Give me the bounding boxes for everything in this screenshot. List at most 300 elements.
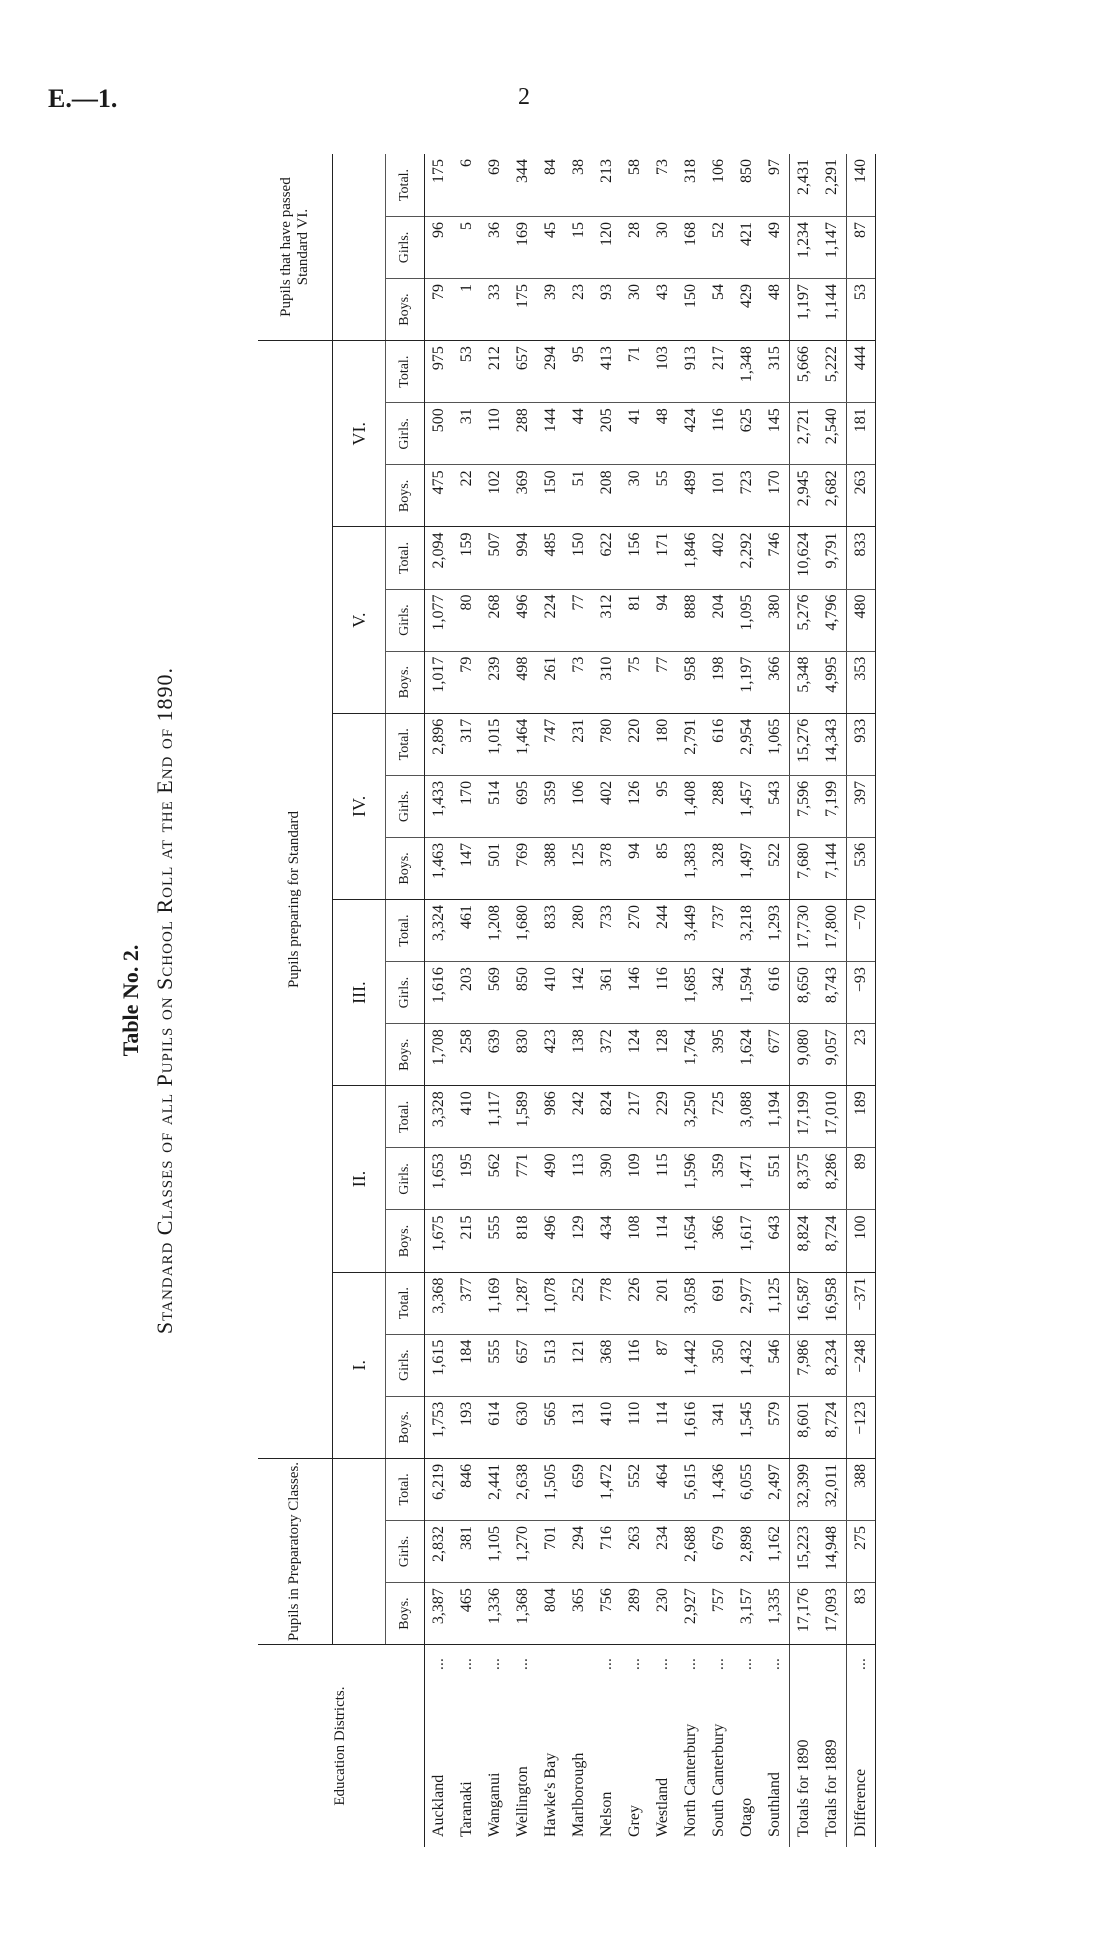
value-cell-s2-girls: 195 bbox=[453, 1148, 481, 1210]
value-cell-s3-girls: 342 bbox=[705, 962, 733, 1024]
value-cell-s4-boys: 328 bbox=[705, 837, 733, 899]
value-cell-passed-boys: 30 bbox=[621, 279, 649, 341]
value-cell-s1-girls: 555 bbox=[481, 1334, 509, 1396]
standard-header: V. bbox=[333, 527, 386, 713]
value-cell-s2-total: 242 bbox=[565, 1086, 593, 1148]
table-subtitle: Standard Classes of all Pupils on School Roll at the End of 1890. bbox=[152, 666, 177, 1335]
value-cell-s4-boys: 1,463 bbox=[425, 837, 454, 899]
value-cell-s2-girls: 8,286 bbox=[818, 1148, 847, 1210]
value-cell-s5-boys: 498 bbox=[509, 651, 537, 713]
value-cell-s1-girls: 116 bbox=[621, 1334, 649, 1396]
value-cell-s2-girls: 109 bbox=[621, 1148, 649, 1210]
value-cell-s2-girls: 115 bbox=[649, 1148, 677, 1210]
value-cell-s2-boys: 643 bbox=[761, 1210, 790, 1272]
value-cell-s5-girls: 5,276 bbox=[790, 589, 819, 651]
value-cell-passed-total: 2,291 bbox=[818, 154, 847, 216]
value-cell-s2-boys: 496 bbox=[537, 1210, 565, 1272]
value-cell-s6-total: 53 bbox=[453, 341, 481, 403]
value-cell-s1-girls: 350 bbox=[705, 1334, 733, 1396]
value-cell-s2-girls: 89 bbox=[847, 1148, 876, 1210]
value-cell-s5-total: 156 bbox=[621, 527, 649, 589]
value-cell-prep-girls: 381 bbox=[453, 1520, 481, 1582]
totals-row bbox=[818, 154, 847, 1847]
value-cell-s1-girls: 7,986 bbox=[790, 1334, 819, 1396]
value-cell-s2-boys: 1,675 bbox=[425, 1210, 454, 1272]
column-header-girls: Girls. bbox=[386, 1148, 425, 1210]
leader-dots: ... bbox=[766, 1658, 783, 1671]
value-cell-s3-girls: 142 bbox=[565, 962, 593, 1024]
table-row bbox=[593, 154, 621, 1847]
leader-dots: ... bbox=[486, 1658, 503, 1671]
value-cell-passed-girls: 1,147 bbox=[818, 216, 847, 278]
value-cell-s4-boys: 7,144 bbox=[818, 837, 847, 899]
value-cell-s3-boys: 372 bbox=[593, 1024, 621, 1086]
district-column-header: Education Districts. bbox=[258, 1645, 425, 1847]
value-cell-passed-girls: 5 bbox=[453, 216, 481, 278]
value-cell-passed-total: 97 bbox=[761, 154, 790, 216]
value-cell-s2-girls: 359 bbox=[705, 1148, 733, 1210]
value-cell-s5-boys: 1,017 bbox=[425, 651, 454, 713]
value-cell-s6-boys: 723 bbox=[733, 465, 761, 527]
value-cell-s2-boys: 129 bbox=[565, 1210, 593, 1272]
standard-header: I. bbox=[333, 1272, 386, 1458]
value-cell-prep-girls: 1,270 bbox=[509, 1520, 537, 1582]
value-cell-s3-boys: 1,764 bbox=[677, 1024, 705, 1086]
standard-header: VI. bbox=[333, 341, 386, 527]
value-cell-s3-girls: 850 bbox=[509, 962, 537, 1024]
value-cell-s3-girls: 361 bbox=[593, 962, 621, 1024]
table-row bbox=[677, 154, 705, 1847]
value-cell-s3-girls: 569 bbox=[481, 962, 509, 1024]
value-cell-s4-boys: 1,497 bbox=[733, 837, 761, 899]
value-cell-s5-total: 10,624 bbox=[790, 527, 819, 589]
value-cell-s5-total: 402 bbox=[705, 527, 733, 589]
value-cell-s5-boys: 353 bbox=[847, 651, 876, 713]
value-cell-passed-girls: 36 bbox=[481, 216, 509, 278]
district-name-cell bbox=[649, 1645, 677, 1847]
value-cell-s4-total: 780 bbox=[593, 713, 621, 775]
value-cell-s3-total: 1,680 bbox=[509, 900, 537, 962]
table-row bbox=[453, 154, 481, 1847]
value-cell-s6-total: 315 bbox=[761, 341, 790, 403]
district-name: Westland bbox=[654, 1777, 671, 1837]
value-cell-s1-boys: 1,753 bbox=[425, 1396, 454, 1458]
value-cell-s6-girls: 41 bbox=[621, 403, 649, 465]
value-cell-s5-total: 1,846 bbox=[677, 527, 705, 589]
district-name-cell bbox=[481, 1645, 509, 1847]
value-cell-passed-girls: 1,234 bbox=[790, 216, 819, 278]
table-row bbox=[761, 154, 790, 1847]
value-cell-s5-girls: 4,796 bbox=[818, 589, 847, 651]
value-cell-s1-total: 1,078 bbox=[537, 1272, 565, 1334]
value-cell-prep-boys: 289 bbox=[626, 1588, 643, 1613]
standard-classes-table bbox=[258, 154, 876, 1847]
leader-dots: ... bbox=[430, 1658, 447, 1671]
value-cell-s2-boys: 818 bbox=[509, 1210, 537, 1272]
district-name: Hawke's Bay bbox=[542, 1752, 559, 1837]
value-cell-s4-total: 317 bbox=[453, 713, 481, 775]
table-row bbox=[509, 154, 537, 1847]
value-cell-s1-boys: 193 bbox=[453, 1396, 481, 1458]
value-cell-s6-girls: 44 bbox=[565, 403, 593, 465]
value-cell-s6-boys: 2,682 bbox=[818, 465, 847, 527]
column-header-total: Total. bbox=[386, 1458, 425, 1520]
column-header-girls: Girls. bbox=[386, 1334, 425, 1396]
value-cell-s3-boys: 423 bbox=[537, 1024, 565, 1086]
value-cell-passed-boys: 54 bbox=[705, 279, 733, 341]
value-cell-passed-total: 38 bbox=[565, 154, 593, 216]
preparatory-header: Pupils in Preparatory Classes. bbox=[258, 1458, 333, 1644]
value-cell-passed-boys: 1,144 bbox=[818, 279, 847, 341]
value-cell-s5-boys: 958 bbox=[677, 651, 705, 713]
value-cell-s3-boys: 830 bbox=[509, 1024, 537, 1086]
value-cell-s6-girls: 2,540 bbox=[818, 403, 847, 465]
value-cell-passed-total: 6 bbox=[453, 154, 481, 216]
value-cell-passed-girls: 96 bbox=[425, 216, 454, 278]
value-cell-s3-boys: 138 bbox=[565, 1024, 593, 1086]
value-cell-s1-boys: 1,616 bbox=[677, 1396, 705, 1458]
value-cell-s4-girls: 543 bbox=[761, 775, 790, 837]
value-cell-prep-total: 32,011 bbox=[818, 1458, 847, 1520]
value-cell-s2-girls: 562 bbox=[481, 1148, 509, 1210]
value-cell-s1-total: 778 bbox=[593, 1272, 621, 1334]
value-cell-s1-total: 201 bbox=[649, 1272, 677, 1334]
value-cell-s4-total: 220 bbox=[621, 713, 649, 775]
value-cell-s5-girls: 77 bbox=[565, 589, 593, 651]
value-cell-passed-total: 213 bbox=[593, 154, 621, 216]
value-cell-s2-girls: 113 bbox=[565, 1148, 593, 1210]
value-cell-s4-boys: 125 bbox=[565, 837, 593, 899]
value-cell-s4-girls: 7,199 bbox=[818, 775, 847, 837]
value-cell-s2-total: 3,088 bbox=[733, 1086, 761, 1148]
value-cell-passed-boys: 93 bbox=[593, 279, 621, 341]
value-cell-prep-girls: 2,898 bbox=[733, 1520, 761, 1582]
value-cell-passed-total: 850 bbox=[733, 154, 761, 216]
district-name-cell bbox=[790, 1645, 819, 1847]
passed-header: Pupils that have passed Standard VI. bbox=[258, 154, 333, 341]
district-name-cell bbox=[593, 1645, 621, 1847]
value-cell-s5-boys: 239 bbox=[481, 651, 509, 713]
value-cell-s3-total: 17,800 bbox=[818, 900, 847, 962]
value-cell-s5-boys: 79 bbox=[453, 651, 481, 713]
value-cell-s6-total: 103 bbox=[649, 341, 677, 403]
value-cell-s1-total: 1,125 bbox=[761, 1272, 790, 1334]
value-cell-s3-boys: 1,624 bbox=[733, 1024, 761, 1086]
value-cell-s1-total: 3,368 bbox=[425, 1272, 454, 1334]
district-name: Totals for 1889 bbox=[823, 1739, 840, 1837]
value-cell-s1-girls: 513 bbox=[537, 1334, 565, 1396]
value-cell-s2-total: 824 bbox=[593, 1086, 621, 1148]
value-cell-s4-total: 14,343 bbox=[818, 713, 847, 775]
value-cell-prep-girls: 701 bbox=[537, 1520, 565, 1582]
value-cell-s1-boys: 565 bbox=[537, 1396, 565, 1458]
value-cell-s3-boys: 124 bbox=[621, 1024, 649, 1086]
value-cell-s4-total: 180 bbox=[649, 713, 677, 775]
value-cell-prep-boys: 3,157 bbox=[738, 1588, 755, 1625]
value-cell-passed-boys: 1 bbox=[453, 279, 481, 341]
value-cell-s5-total: 2,094 bbox=[425, 527, 454, 589]
column-header-girls: Girls. bbox=[386, 775, 425, 837]
value-cell-s5-girls: 94 bbox=[649, 589, 677, 651]
value-cell-passed-boys: 39 bbox=[537, 279, 565, 341]
table-row bbox=[705, 154, 733, 1847]
value-cell-s1-total: 3,058 bbox=[677, 1272, 705, 1334]
value-cell-s2-boys: 555 bbox=[481, 1210, 509, 1272]
value-cell-s1-total: 252 bbox=[565, 1272, 593, 1334]
value-cell-passed-boys: 53 bbox=[847, 279, 876, 341]
table-container bbox=[258, 154, 948, 1847]
value-cell-s4-boys: 378 bbox=[593, 837, 621, 899]
value-cell-s2-total: 3,250 bbox=[677, 1086, 705, 1148]
leader-dots: ... bbox=[852, 1658, 869, 1671]
value-cell-s1-boys: 114 bbox=[649, 1396, 677, 1458]
district-name-cell bbox=[761, 1645, 790, 1847]
value-cell-s6-boys: 369 bbox=[509, 465, 537, 527]
value-cell-s1-girls: −248 bbox=[847, 1334, 876, 1396]
value-cell-s6-total: 913 bbox=[677, 341, 705, 403]
value-cell-passed-girls: 49 bbox=[761, 216, 790, 278]
column-header-boys: Boys. bbox=[386, 465, 425, 527]
value-cell-prep-boys: 756 bbox=[598, 1588, 615, 1613]
value-cell-s6-total: 212 bbox=[481, 341, 509, 403]
value-cell-prep-girls: 716 bbox=[593, 1520, 621, 1582]
value-cell-prep-boys: 17,093 bbox=[823, 1588, 840, 1633]
district-name: Marlborough bbox=[570, 1752, 587, 1837]
value-cell-s6-girls: 116 bbox=[705, 403, 733, 465]
column-header-boys: Boys. bbox=[386, 1210, 425, 1272]
value-cell-passed-boys: 150 bbox=[677, 279, 705, 341]
value-cell-prep-boys: 804 bbox=[542, 1588, 559, 1613]
value-cell-s3-total: 270 bbox=[621, 900, 649, 962]
value-cell-s5-girls: 204 bbox=[705, 589, 733, 651]
value-cell-s4-girls: 95 bbox=[649, 775, 677, 837]
rotated-table-block bbox=[118, 130, 948, 1871]
column-header-girls: Girls. bbox=[386, 1520, 425, 1582]
value-cell-prep-girls: 2,832 bbox=[425, 1520, 454, 1582]
district-name: Taranaki bbox=[458, 1781, 475, 1837]
value-cell-s5-boys: 4,995 bbox=[818, 651, 847, 713]
value-cell-prep-total: 6,219 bbox=[425, 1458, 454, 1520]
value-cell-prep-total: 846 bbox=[453, 1458, 481, 1520]
value-cell-s4-girls: 1,433 bbox=[425, 775, 454, 837]
value-cell-s1-girls: 1,442 bbox=[677, 1334, 705, 1396]
column-header-boys: Boys. bbox=[386, 837, 425, 899]
value-cell-s4-girls: 126 bbox=[621, 775, 649, 837]
value-cell-s2-total: 17,010 bbox=[818, 1086, 847, 1148]
value-cell-prep-total: 1,436 bbox=[705, 1458, 733, 1520]
value-cell-s4-girls: 397 bbox=[847, 775, 876, 837]
value-cell-s2-girls: 551 bbox=[761, 1148, 790, 1210]
value-cell-s3-boys: 9,057 bbox=[818, 1024, 847, 1086]
totals-row bbox=[790, 154, 819, 1847]
value-cell-s1-boys: −123 bbox=[847, 1396, 876, 1458]
value-cell-passed-girls: 168 bbox=[677, 216, 705, 278]
value-cell-s3-boys: 677 bbox=[761, 1024, 790, 1086]
value-cell-s3-boys: 23 bbox=[847, 1024, 876, 1086]
value-cell-s2-girls: 8,375 bbox=[790, 1148, 819, 1210]
value-cell-s3-total: 1,208 bbox=[481, 900, 509, 962]
value-cell-s6-total: 975 bbox=[425, 341, 454, 403]
leader-dots: ... bbox=[514, 1658, 531, 1671]
value-cell-s2-total: 1,117 bbox=[481, 1086, 509, 1148]
district-name-cell bbox=[509, 1645, 537, 1847]
value-cell-s1-girls: 121 bbox=[565, 1334, 593, 1396]
value-cell-s2-boys: 1,617 bbox=[733, 1210, 761, 1272]
value-cell-s2-boys: 434 bbox=[593, 1210, 621, 1272]
district-name: Grey bbox=[626, 1805, 643, 1837]
value-cell-passed-total: 175 bbox=[425, 154, 454, 216]
value-cell-s5-total: 622 bbox=[593, 527, 621, 589]
value-cell-s1-boys: 110 bbox=[621, 1396, 649, 1458]
value-cell-s2-boys: 215 bbox=[453, 1210, 481, 1272]
value-cell-s5-total: 159 bbox=[453, 527, 481, 589]
table-row bbox=[481, 154, 509, 1847]
value-cell-s4-girls: 170 bbox=[453, 775, 481, 837]
district-name: Wanganui bbox=[486, 1772, 503, 1837]
value-cell-passed-boys: 1,197 bbox=[790, 279, 819, 341]
value-cell-s6-boys: 2,945 bbox=[790, 465, 819, 527]
value-cell-s1-total: 377 bbox=[453, 1272, 481, 1334]
value-cell-s4-girls: 359 bbox=[537, 775, 565, 837]
district-name: Auckland bbox=[430, 1774, 447, 1837]
document-code: E.—1. bbox=[48, 84, 118, 113]
value-cell-prep-girls: 1,105 bbox=[481, 1520, 509, 1582]
value-cell-s6-boys: 22 bbox=[453, 465, 481, 527]
value-cell-prep-boys: 83 bbox=[847, 1583, 876, 1645]
district-name: South Canterbury bbox=[710, 1723, 727, 1837]
value-cell-s3-girls: −93 bbox=[847, 962, 876, 1024]
district-name-cell bbox=[537, 1645, 565, 1847]
column-header-total: Total. bbox=[386, 154, 425, 216]
value-cell-passed-total: 106 bbox=[705, 154, 733, 216]
value-cell-s5-girls: 1,095 bbox=[733, 589, 761, 651]
value-cell-passed-boys: 429 bbox=[733, 279, 761, 341]
leader-dots: ... bbox=[458, 1658, 475, 1671]
value-cell-prep-total: 552 bbox=[621, 1458, 649, 1520]
value-cell-s2-girls: 490 bbox=[537, 1148, 565, 1210]
value-cell-s5-girls: 81 bbox=[621, 589, 649, 651]
value-cell-s3-girls: 8,650 bbox=[790, 962, 819, 1024]
value-cell-s3-total: 461 bbox=[453, 900, 481, 962]
table-row bbox=[425, 154, 454, 1847]
value-cell-s5-girls: 888 bbox=[677, 589, 705, 651]
value-cell-s2-boys: 8,724 bbox=[818, 1210, 847, 1272]
value-cell-s2-boys: 108 bbox=[621, 1210, 649, 1272]
column-header-boys: Boys. bbox=[386, 1024, 425, 1086]
value-cell-s4-girls: 288 bbox=[705, 775, 733, 837]
value-cell-s1-boys: 341 bbox=[705, 1396, 733, 1458]
value-cell-s5-total: 9,791 bbox=[818, 527, 847, 589]
value-cell-s6-total: 1,348 bbox=[733, 341, 761, 403]
value-cell-prep-girls: 294 bbox=[565, 1520, 593, 1582]
value-cell-s4-boys: 501 bbox=[481, 837, 509, 899]
value-cell-passed-total: 58 bbox=[621, 154, 649, 216]
value-cell-s4-total: 1,464 bbox=[509, 713, 537, 775]
value-cell-s1-girls: 1,615 bbox=[425, 1334, 454, 1396]
table-row bbox=[537, 154, 565, 1847]
value-cell-prep-boys: 365 bbox=[570, 1588, 587, 1613]
value-cell-s6-girls: 181 bbox=[847, 403, 876, 465]
value-cell-s3-girls: 410 bbox=[537, 962, 565, 1024]
value-cell-s6-boys: 170 bbox=[761, 465, 790, 527]
value-cell-s5-boys: 75 bbox=[621, 651, 649, 713]
value-cell-s5-boys: 1,197 bbox=[733, 651, 761, 713]
value-cell-s3-girls: 616 bbox=[761, 962, 790, 1024]
value-cell-s5-girls: 380 bbox=[761, 589, 790, 651]
value-cell-s5-boys: 310 bbox=[593, 651, 621, 713]
value-cell-s1-boys: 630 bbox=[509, 1396, 537, 1458]
value-cell-s2-girls: 390 bbox=[593, 1148, 621, 1210]
column-header-boys: Boys. bbox=[386, 1583, 425, 1645]
district-name-cell bbox=[621, 1645, 649, 1847]
value-cell-s5-total: 746 bbox=[761, 527, 790, 589]
value-cell-s4-girls: 106 bbox=[565, 775, 593, 837]
value-cell-s2-total: 410 bbox=[453, 1086, 481, 1148]
value-cell-prep-total: 6,055 bbox=[733, 1458, 761, 1520]
passed-spacer bbox=[333, 154, 386, 341]
value-cell-s4-boys: 94 bbox=[621, 837, 649, 899]
table-body bbox=[425, 154, 876, 1847]
value-cell-s3-total: 280 bbox=[565, 900, 593, 962]
district-name-cell bbox=[453, 1645, 481, 1847]
value-cell-s6-total: 294 bbox=[537, 341, 565, 403]
value-cell-s4-total: 231 bbox=[565, 713, 593, 775]
value-cell-s6-girls: 144 bbox=[537, 403, 565, 465]
leader-dots: ... bbox=[626, 1658, 643, 1671]
value-cell-s5-total: 507 bbox=[481, 527, 509, 589]
column-header-total: Total. bbox=[386, 900, 425, 962]
value-cell-s4-total: 2,791 bbox=[677, 713, 705, 775]
value-cell-s3-total: −70 bbox=[847, 900, 876, 962]
column-header-total: Total. bbox=[386, 713, 425, 775]
value-cell-prep-girls: 15,223 bbox=[790, 1520, 819, 1582]
value-cell-prep-girls: 234 bbox=[649, 1520, 677, 1582]
column-header-boys: Boys. bbox=[386, 279, 425, 341]
district-name: Otago bbox=[738, 1797, 755, 1837]
value-cell-s1-total: 1,287 bbox=[509, 1272, 537, 1334]
value-cell-prep-total: 2,497 bbox=[761, 1458, 790, 1520]
value-cell-s2-boys: 100 bbox=[847, 1210, 876, 1272]
value-cell-s6-total: 71 bbox=[621, 341, 649, 403]
preparing-header: Pupils preparing for Standard bbox=[258, 341, 333, 1459]
value-cell-s5-girls: 312 bbox=[593, 589, 621, 651]
value-cell-s6-total: 413 bbox=[593, 341, 621, 403]
value-cell-s4-boys: 769 bbox=[509, 837, 537, 899]
value-cell-passed-girls: 30 bbox=[649, 216, 677, 278]
district-name: Nelson bbox=[598, 1791, 615, 1837]
value-cell-passed-girls: 15 bbox=[565, 216, 593, 278]
value-cell-s4-total: 1,065 bbox=[761, 713, 790, 775]
value-cell-prep-boys: 757 bbox=[710, 1588, 727, 1613]
value-cell-prep-boys: 2,927 bbox=[682, 1588, 699, 1625]
value-cell-s5-total: 485 bbox=[537, 527, 565, 589]
value-cell-s5-total: 2,292 bbox=[733, 527, 761, 589]
standard-header: IV. bbox=[333, 713, 386, 899]
value-cell-s2-total: 3,328 bbox=[425, 1086, 454, 1148]
leader-dots: ... bbox=[738, 1658, 755, 1671]
value-cell-s4-boys: 1,383 bbox=[677, 837, 705, 899]
value-cell-s5-boys: 73 bbox=[565, 651, 593, 713]
value-cell-s4-boys: 522 bbox=[761, 837, 790, 899]
value-cell-passed-boys: 48 bbox=[761, 279, 790, 341]
value-cell-s1-total: 226 bbox=[621, 1272, 649, 1334]
column-header-total: Total. bbox=[386, 341, 425, 403]
value-cell-s4-total: 15,276 bbox=[790, 713, 819, 775]
value-cell-passed-total: 73 bbox=[649, 154, 677, 216]
value-cell-s3-girls: 203 bbox=[453, 962, 481, 1024]
table-title: Table No. 2. bbox=[118, 944, 143, 1057]
value-cell-s5-boys: 261 bbox=[537, 651, 565, 713]
